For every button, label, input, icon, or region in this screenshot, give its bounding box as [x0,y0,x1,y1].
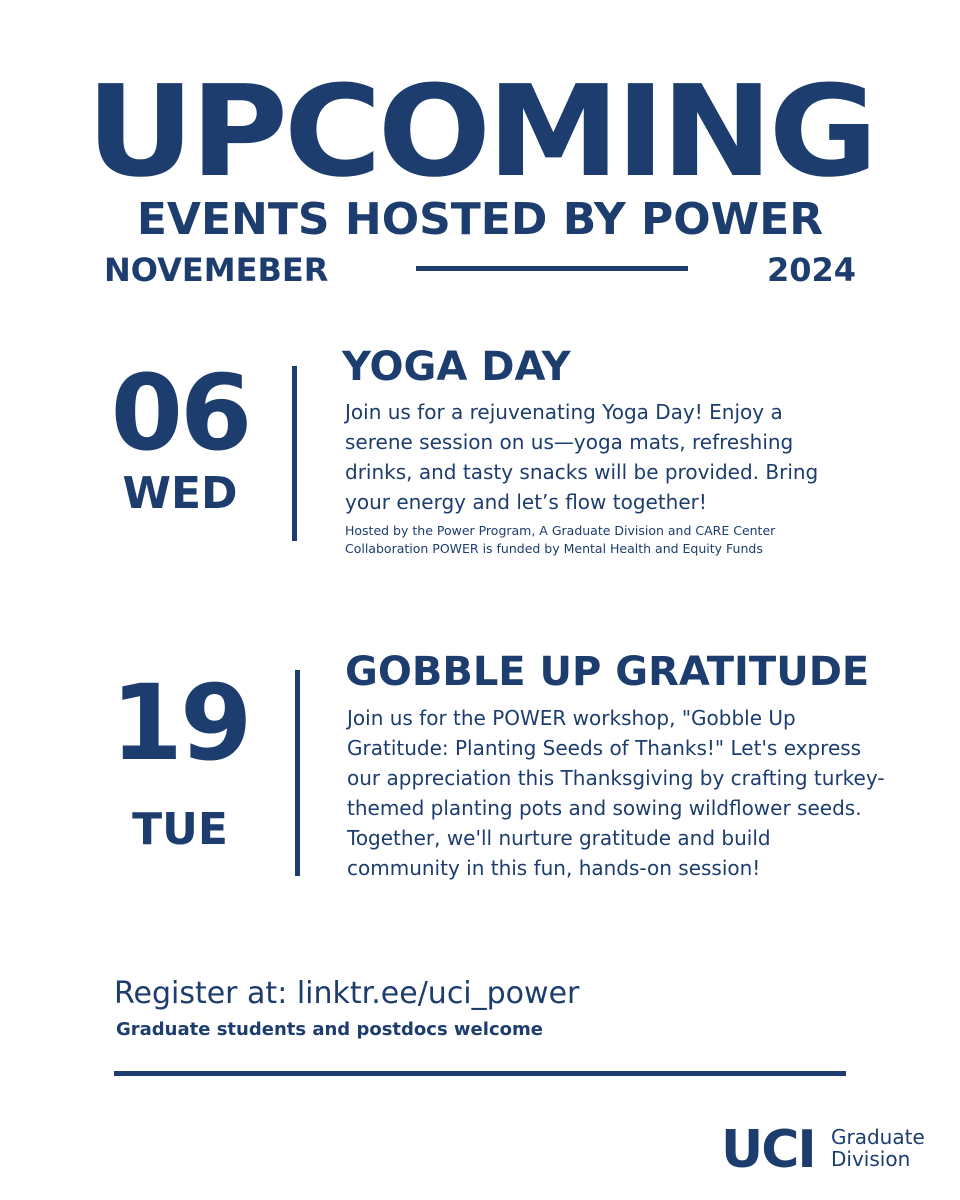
year-label: 2024 [766,251,856,289]
logo-text-line2: Division [831,1147,911,1171]
logo-mark: UCI [721,1120,815,1180]
event-weekday: WED [122,468,238,519]
uci-graduate-division-logo [721,1120,941,1180]
event-day-number: 19 [110,662,250,784]
register-link[interactable]: Register at: linktr.ee/uci_power [114,976,580,1011]
page-title: UPCOMING [85,58,874,205]
event-divider [295,670,300,876]
event-note: Hosted by the Power Program, A Graduate Division and CARE Center Collaboration POWER is funded by Mental Health and Equity Funds [345,523,776,556]
header-divider [416,266,688,271]
event-weekday: TUE [132,804,228,855]
event-description: Join us for the POWER workshop, "Gobble Up Gratitude: Planting Seeds of Thanks!" Let's express our appreciation this Thanksgiving by crafting turkey-themed planting pots and sowing wildflower seeds. Together, we'll nurture gratitude and build community in this fun, hands-on session! [347,706,885,880]
event-title: YOGA DAY [342,344,571,390]
page-subtitle: EVENTS HOSTED BY POWER [136,194,824,245]
logo-text-line1: Graduate [831,1125,925,1149]
event-divider [292,366,297,541]
event-day-number: 06 [110,352,250,474]
month-label: NOVEMEBER [104,251,329,289]
event-title: GOBBLE UP GRATITUDE [345,649,870,695]
footer-divider [114,1071,846,1076]
audience-note: Graduate students and postdocs welcome [116,1019,543,1040]
event-description: Join us for a rejuvenating Yoga Day! Enjoy a serene session on us—yoga mats, refreshing drinks, and tasty snacks will be provided. Bring your energy and let’s flow together! [345,400,819,514]
